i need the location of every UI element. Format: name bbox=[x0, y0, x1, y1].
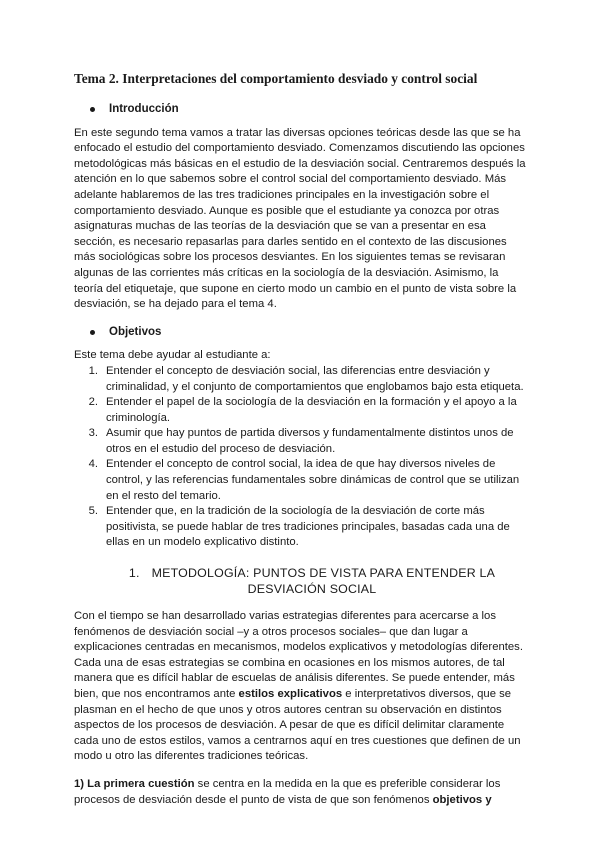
question-label: 1) La primera cuestión bbox=[74, 777, 195, 790]
section-number: 1. bbox=[128, 566, 140, 581]
bullet-icon bbox=[90, 330, 95, 335]
list-item-number: 5. bbox=[88, 505, 98, 518]
objectives-list bbox=[74, 364, 530, 551]
list-item-number: 2. bbox=[88, 396, 98, 409]
question-text: se centra en la medida en la que es preferible considerar los procesos de desviación desde el punto de vista de que son fenómenos bbox=[74, 777, 501, 806]
list-item-number: 1. bbox=[88, 364, 98, 377]
bullet-icon bbox=[90, 107, 95, 112]
list-item bbox=[74, 395, 530, 426]
intro-heading bbox=[90, 102, 530, 118]
list-item-text: Entender el concepto de desviación social, las diferencias entre desviación y criminalidad, y el conjunto de comportamientos que englobamos bajo esta etiqueta. bbox=[106, 364, 524, 393]
section-paragraph-text-b: e interpretativos diversos, que se plasman en el hecho de que unos y otros autores centran su observación en distintos aspectos de los procesos de desviación. A pesar de que es difícil delimitar claramente cada uno de estos estilos, vamos a centrarnos aquí en tres cuestiones que definen de un modo u otro las diferentes tradiciones teóricas. bbox=[74, 688, 521, 763]
objectives-heading-label: Objetivos bbox=[109, 325, 162, 338]
section-heading bbox=[74, 565, 530, 597]
intro-paragraph: En este segundo tema vamos a tratar las diversas opciones teóricas desde las que se ha enfocado el estudio del comportamiento desviado. Comenzamos discutiendo las opciones metodológicas más básicas en el estudio de la desviación social. Centraremos después la atención en lo que sabemos sobre el control social del comportamiento desviado. Más adelante hablaremos de las tres tradiciones principales en la investigación sobre el comportamiento desviado. Aunque es posible que el estudiante ya conozca por otras asignaturas muchas de las teorías de la desviación que se van a presentar en esa sección, es necesario repasarlas para darles sentido en el contexto de las discusiones más sociológicas sobre los procesos desviantes. En los siguientes temas se revisaran algunas de las corrientes más críticas en la sociología de la desviación. Asimismo, la teoría del etiquetaje, que supone en cierto modo un cambio en el punto de vista sobre la desviación, se ha dejado para el tema 4. bbox=[74, 126, 526, 311]
list-item-number: 3. bbox=[88, 427, 98, 440]
list-item-text: Entender el papel de la sociología de la desviación en la formación y el apoyo a la criminología. bbox=[106, 396, 517, 424]
list-item-text: Entender el concepto de control social, la idea de que hay diversos niveles de control, y las referencias fundamentales sobre dinámicas de control que se utilizan en el resto del temario. bbox=[106, 458, 520, 502]
list-item bbox=[74, 426, 530, 457]
section-heading-label: METODOLOGÍA: PUNTOS DE VISTA PARA ENTENDER LA DESVIACIÓN SOCIAL bbox=[151, 566, 496, 597]
page-title: Tema 2. Interpretaciones del comportamiento desviado y control social bbox=[74, 71, 478, 86]
objectives-lead: Este tema debe ayudar al estudiante a: bbox=[74, 349, 271, 362]
list-item-text: Entender que, en la tradición de la sociología de la desviación de corte más positivista, se puede hablar de tres tradiciones principales, basadas cada una de ellas en un modelo explicativo distinto. bbox=[106, 505, 510, 549]
question-paragraph bbox=[74, 777, 530, 808]
list-item-number: 4. bbox=[88, 458, 98, 471]
section-paragraph-text-a: Con el tiempo se han desarrollado varias estrategias diferentes para acercarse a los fenómenos de desviación social –y a otros procesos sociales– que dan lugar a explicaciones centradas en mecanismos, modelos explicativos y metodologías diferentes. Cada una de esas estrategias se combina en ocasiones en los mismos autores, de tal manera que es difícil hablar de escuelas de análisis diferentes. Se puede entender, más bien, que nos encontramos ante bbox=[74, 610, 523, 700]
objectives-heading bbox=[90, 325, 530, 341]
section-paragraph bbox=[74, 609, 530, 765]
question-bold-end: objetivos y bbox=[432, 793, 492, 806]
intro-heading-label: Introducción bbox=[109, 103, 179, 115]
list-item bbox=[74, 364, 530, 395]
list-item bbox=[74, 457, 530, 504]
section-paragraph-bold: estilos explicativos bbox=[238, 688, 343, 700]
list-item bbox=[74, 504, 530, 551]
list-item-text: Asumir que hay puntos de partida diversos y fundamentalmente distintos unos de otros en el estudio del proceso de desviación. bbox=[106, 427, 514, 455]
